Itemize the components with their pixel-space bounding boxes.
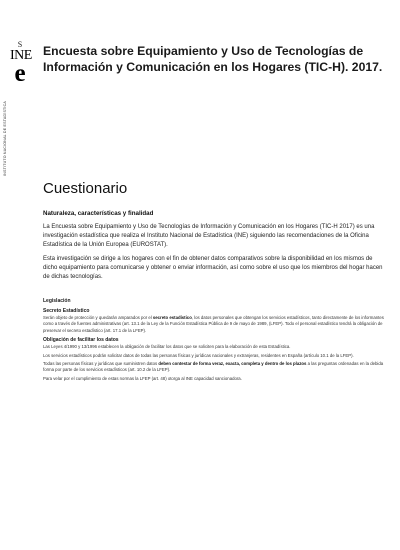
nature-heading: Naturaleza, características y finalidad: [43, 210, 154, 217]
obligacion-p3-text-2: a las preguntas ordenadas en la debida forma por parte de los servicios estadísticos (art. 10.2 de la LFEP).: [43, 361, 384, 373]
obligacion-paragraph-3: [43, 361, 385, 374]
secreto-text-1: Serán objeto de protección y quedarán amparados por el: [43, 315, 153, 320]
obligacion-p3-text-1: Todas las personas físicas y jurídicas que suministren datos: [43, 361, 159, 367]
obligacion-p3-bold: deben contestar de forma veraz, exacta, completa y dentro de los plazos: [158, 361, 307, 367]
secreto-paragraph: [43, 315, 385, 334]
obligacion-title: Obligación de facilitar los datos: [43, 337, 119, 344]
legislation-section: [43, 298, 385, 384]
logo-e-mark: e: [14, 60, 26, 87]
secreto-bold: secreto estadístico: [152, 315, 192, 320]
logo-ine-mark: INE: [10, 48, 32, 63]
obligacion-paragraph-1: Las Leyes 4/1990 y 13/1996 establecen la obligación de facilitar los datos que se soliciten para la elaboración de esta Estadística.: [43, 344, 291, 350]
purpose-paragraph: Esta investigación se dirige a los hogares con el fin de obtener datos comparativos sobre la disponibilidad en los mismos de dicho equipamiento para comunicarse y obtener o enviar información, así como sobre el uso que los miembros del hogar hacen de dichas tecnologías.: [43, 256, 383, 280]
logo-s-mark: S: [17, 40, 23, 49]
section-title: Cuestionario: [43, 180, 128, 197]
secreto-title: Secreto Estadístico: [43, 308, 90, 314]
ine-logo: [10, 40, 30, 85]
legislation-heading: Legislación: [43, 298, 71, 304]
secreto-text-2: , los datos personales que obtengan los servicios estadísticos, tanto directamente de los informantes como a través de fuentes administrativas (art. 13.1 de la Ley de la Función Estadística Pública de 9 de mayo de 1989, (LFEP). Todo el personal estadístico tendrá la obligación de preservar el secreto estadístico (art. 17.1 de la LFEP).: [43, 315, 384, 333]
institute-vertical-label: INSTITUTO NACIONAL DE ESTADÍSTICA: [3, 100, 7, 176]
intro-paragraph: La Encuesta sobre Equipamiento y Uso de Tecnologías de Información y Comunicación en los Hogares (TIC-H 2017) es una investigación estadística que realiza el Instituto Nacional de Estadística (INE) siguiendo las recomendaciones de la Oficina Estadística de la Unión Europea (EUROSTAT).: [43, 224, 375, 248]
obligacion-paragraph-4: Para velar por el cumplimiento de estas normas la LFEP (art. 48) otorga al INE capacidad sancionadora.: [43, 375, 242, 381]
document-title: Encuesta sobre Equipamiento y Uso de Tecnologías de Información y Comunicación en los Hogares (TIC-H). 2017.: [43, 44, 383, 74]
obligacion-paragraph-2: Los servicios estadísticos podrán solicitar datos de todas las personas físicas y jurídicas nacionales y extranjeras, residentes en España (artículo 10.1 de la LFEP).: [43, 352, 354, 358]
